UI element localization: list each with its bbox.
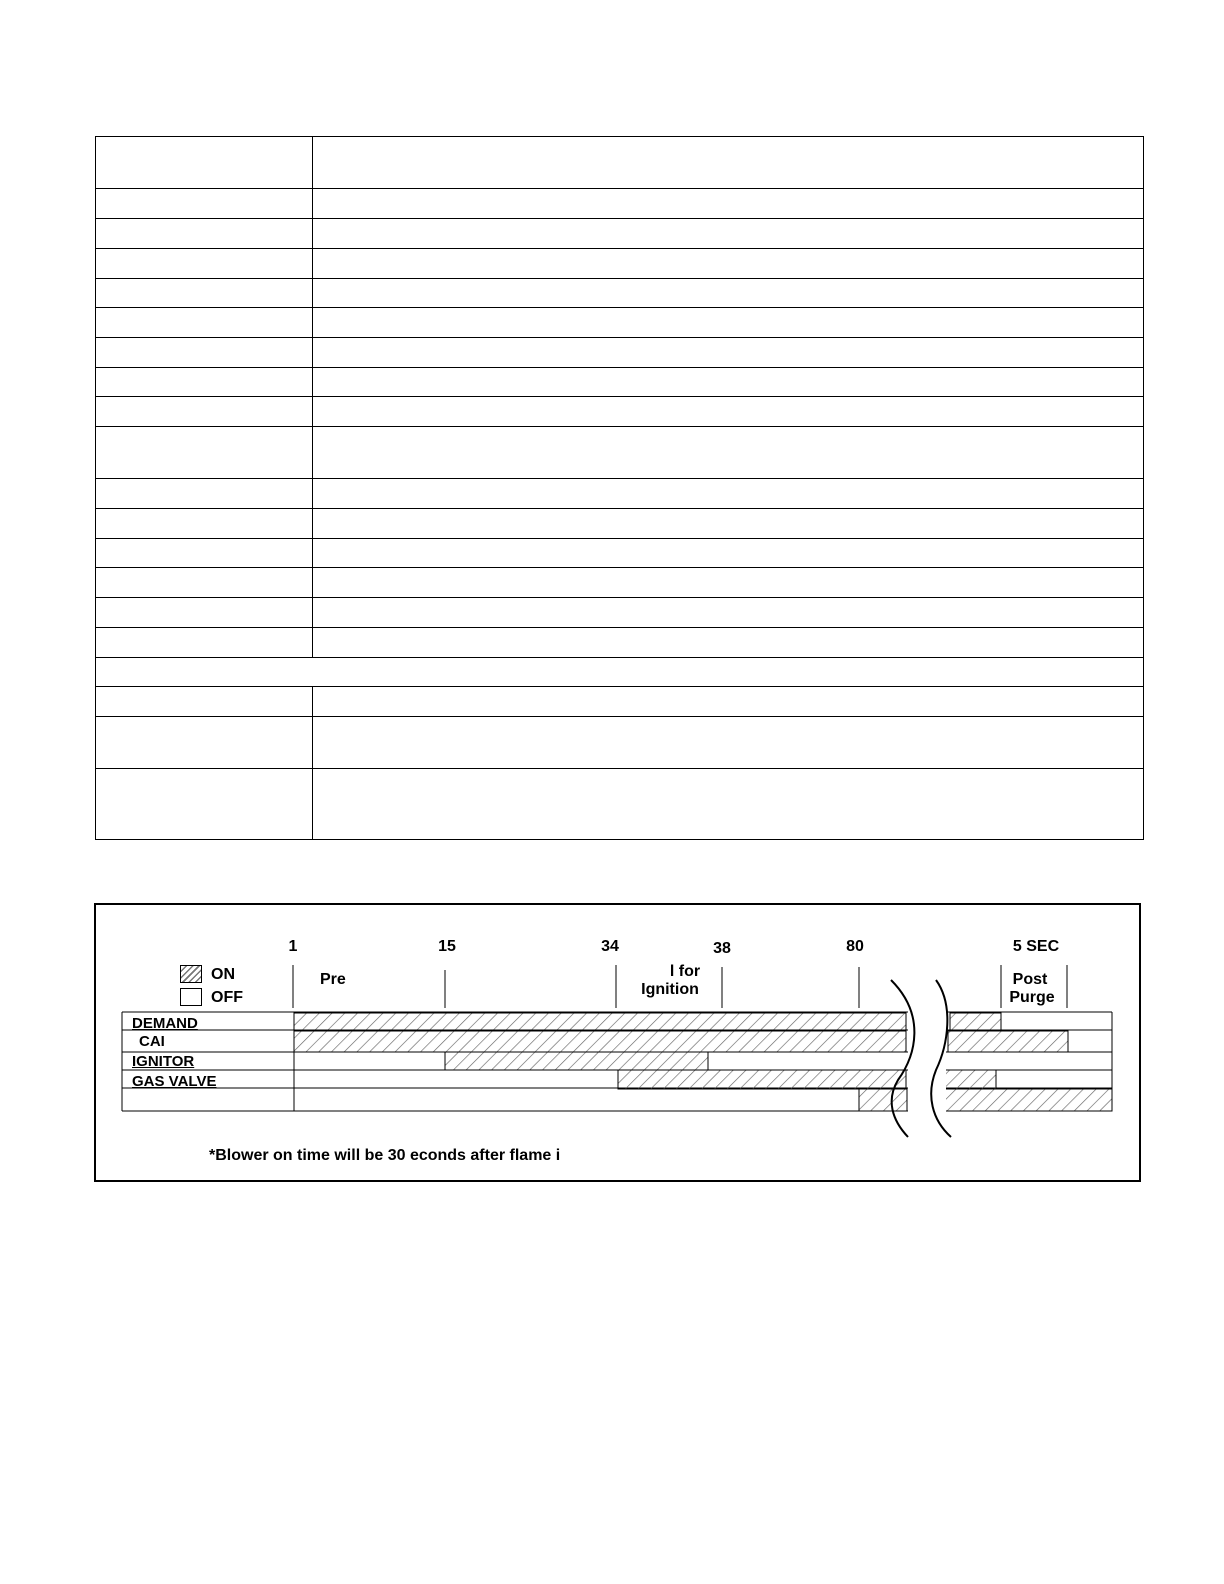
phase-label-ignition-2: Ignition [641, 981, 699, 998]
phase-label-post: Post [1012, 971, 1048, 988]
table-row [96, 368, 1144, 397]
table-row [96, 427, 1144, 479]
table-cell-label [96, 397, 313, 427]
table-cell-label [96, 279, 313, 308]
table-cell-text [313, 509, 1144, 539]
table-cell-text [313, 769, 1144, 840]
time-label-80: 80 [846, 938, 864, 955]
table-row [96, 769, 1144, 840]
table-cell-label [96, 687, 313, 717]
table-cell-label [96, 368, 313, 397]
legend-on-swatch [180, 965, 202, 983]
signal-on-bar [445, 1052, 708, 1070]
table-cell-label [96, 598, 313, 628]
table-cell-text [313, 308, 1144, 338]
signal-on-bar [950, 1013, 1001, 1030]
table-row [96, 338, 1144, 368]
table-cell-text [313, 368, 1144, 397]
table-row [96, 717, 1144, 769]
table-cell-label [96, 769, 313, 840]
phase-label-purge: Purge [1009, 989, 1055, 1006]
time-label-5-sec: 5 SEC [1012, 938, 1060, 955]
table-cell-text [313, 427, 1144, 479]
table-row [96, 479, 1144, 509]
table-cell-text [313, 189, 1144, 219]
table-row [96, 137, 1144, 189]
table-cell-text [313, 137, 1144, 189]
table-row [96, 509, 1144, 539]
signal-on-bar [859, 1089, 907, 1111]
table-cell-label [96, 219, 313, 249]
table-cell-label [96, 479, 313, 509]
legend-off-swatch [180, 988, 202, 1006]
table-cell-text [313, 219, 1144, 249]
table-cell-label [96, 137, 313, 189]
table-cell-text [313, 568, 1144, 598]
table-row [96, 397, 1144, 427]
table-cell-label [96, 509, 313, 539]
signal-label-demand: DEMAND [132, 1015, 198, 1032]
timing-footnote: *Blower on time will be 30 econds after flame i [209, 1147, 561, 1164]
table-cell-text [313, 628, 1144, 658]
signal-on-bar [948, 1031, 1068, 1052]
phase-label-pre: Pre [320, 971, 346, 988]
table-row [96, 249, 1144, 279]
signal-on-bar [294, 1031, 906, 1052]
table-cell-label [96, 717, 313, 769]
legend-on-label: ON [211, 966, 235, 983]
time-label-34: 34 [601, 938, 619, 955]
signal-label-ignitor: IGNITOR [132, 1053, 195, 1070]
table-cell-text [313, 479, 1144, 509]
timing-diagram [94, 903, 1141, 1182]
signal-label-cai: CAI [139, 1033, 165, 1050]
table-cell-label [96, 308, 313, 338]
table-cell-label [96, 249, 313, 279]
time-label-1: 1 [288, 938, 298, 955]
table-row [96, 308, 1144, 338]
spec-table [95, 136, 1144, 840]
table-cell-label [96, 628, 313, 658]
table-cell-text [313, 338, 1144, 368]
table-row [96, 598, 1144, 628]
table-cell-text [313, 539, 1144, 568]
table-cell-text [313, 687, 1144, 717]
table-cell-label [96, 568, 313, 598]
table-row [96, 568, 1144, 598]
signal-on-bar [932, 1089, 1112, 1111]
table-row [96, 628, 1144, 658]
table-row [96, 658, 1144, 687]
table-row [96, 687, 1144, 717]
signal-on-bar [294, 1013, 906, 1030]
time-label-38: 38 [713, 940, 731, 957]
table-row [96, 279, 1144, 308]
table-row [96, 189, 1144, 219]
phase-label-ignition-1: l for [669, 963, 701, 980]
signal-on-bar [618, 1070, 906, 1089]
table-cell-label [96, 539, 313, 568]
signal-label-gas-valve: GAS VALVE [132, 1073, 217, 1090]
table-cell-text [313, 249, 1144, 279]
table-cell-text [313, 598, 1144, 628]
table-cell-text [313, 397, 1144, 427]
table-cell-label [96, 427, 313, 479]
time-label-15: 15 [438, 938, 456, 955]
table-cell-full [96, 658, 1144, 687]
table-cell-label [96, 189, 313, 219]
legend-off-label: OFF [211, 989, 243, 1006]
table-row [96, 219, 1144, 249]
table-cell-text [313, 279, 1144, 308]
table-cell-text [313, 717, 1144, 769]
table-cell-label [96, 338, 313, 368]
table-row [96, 539, 1144, 568]
